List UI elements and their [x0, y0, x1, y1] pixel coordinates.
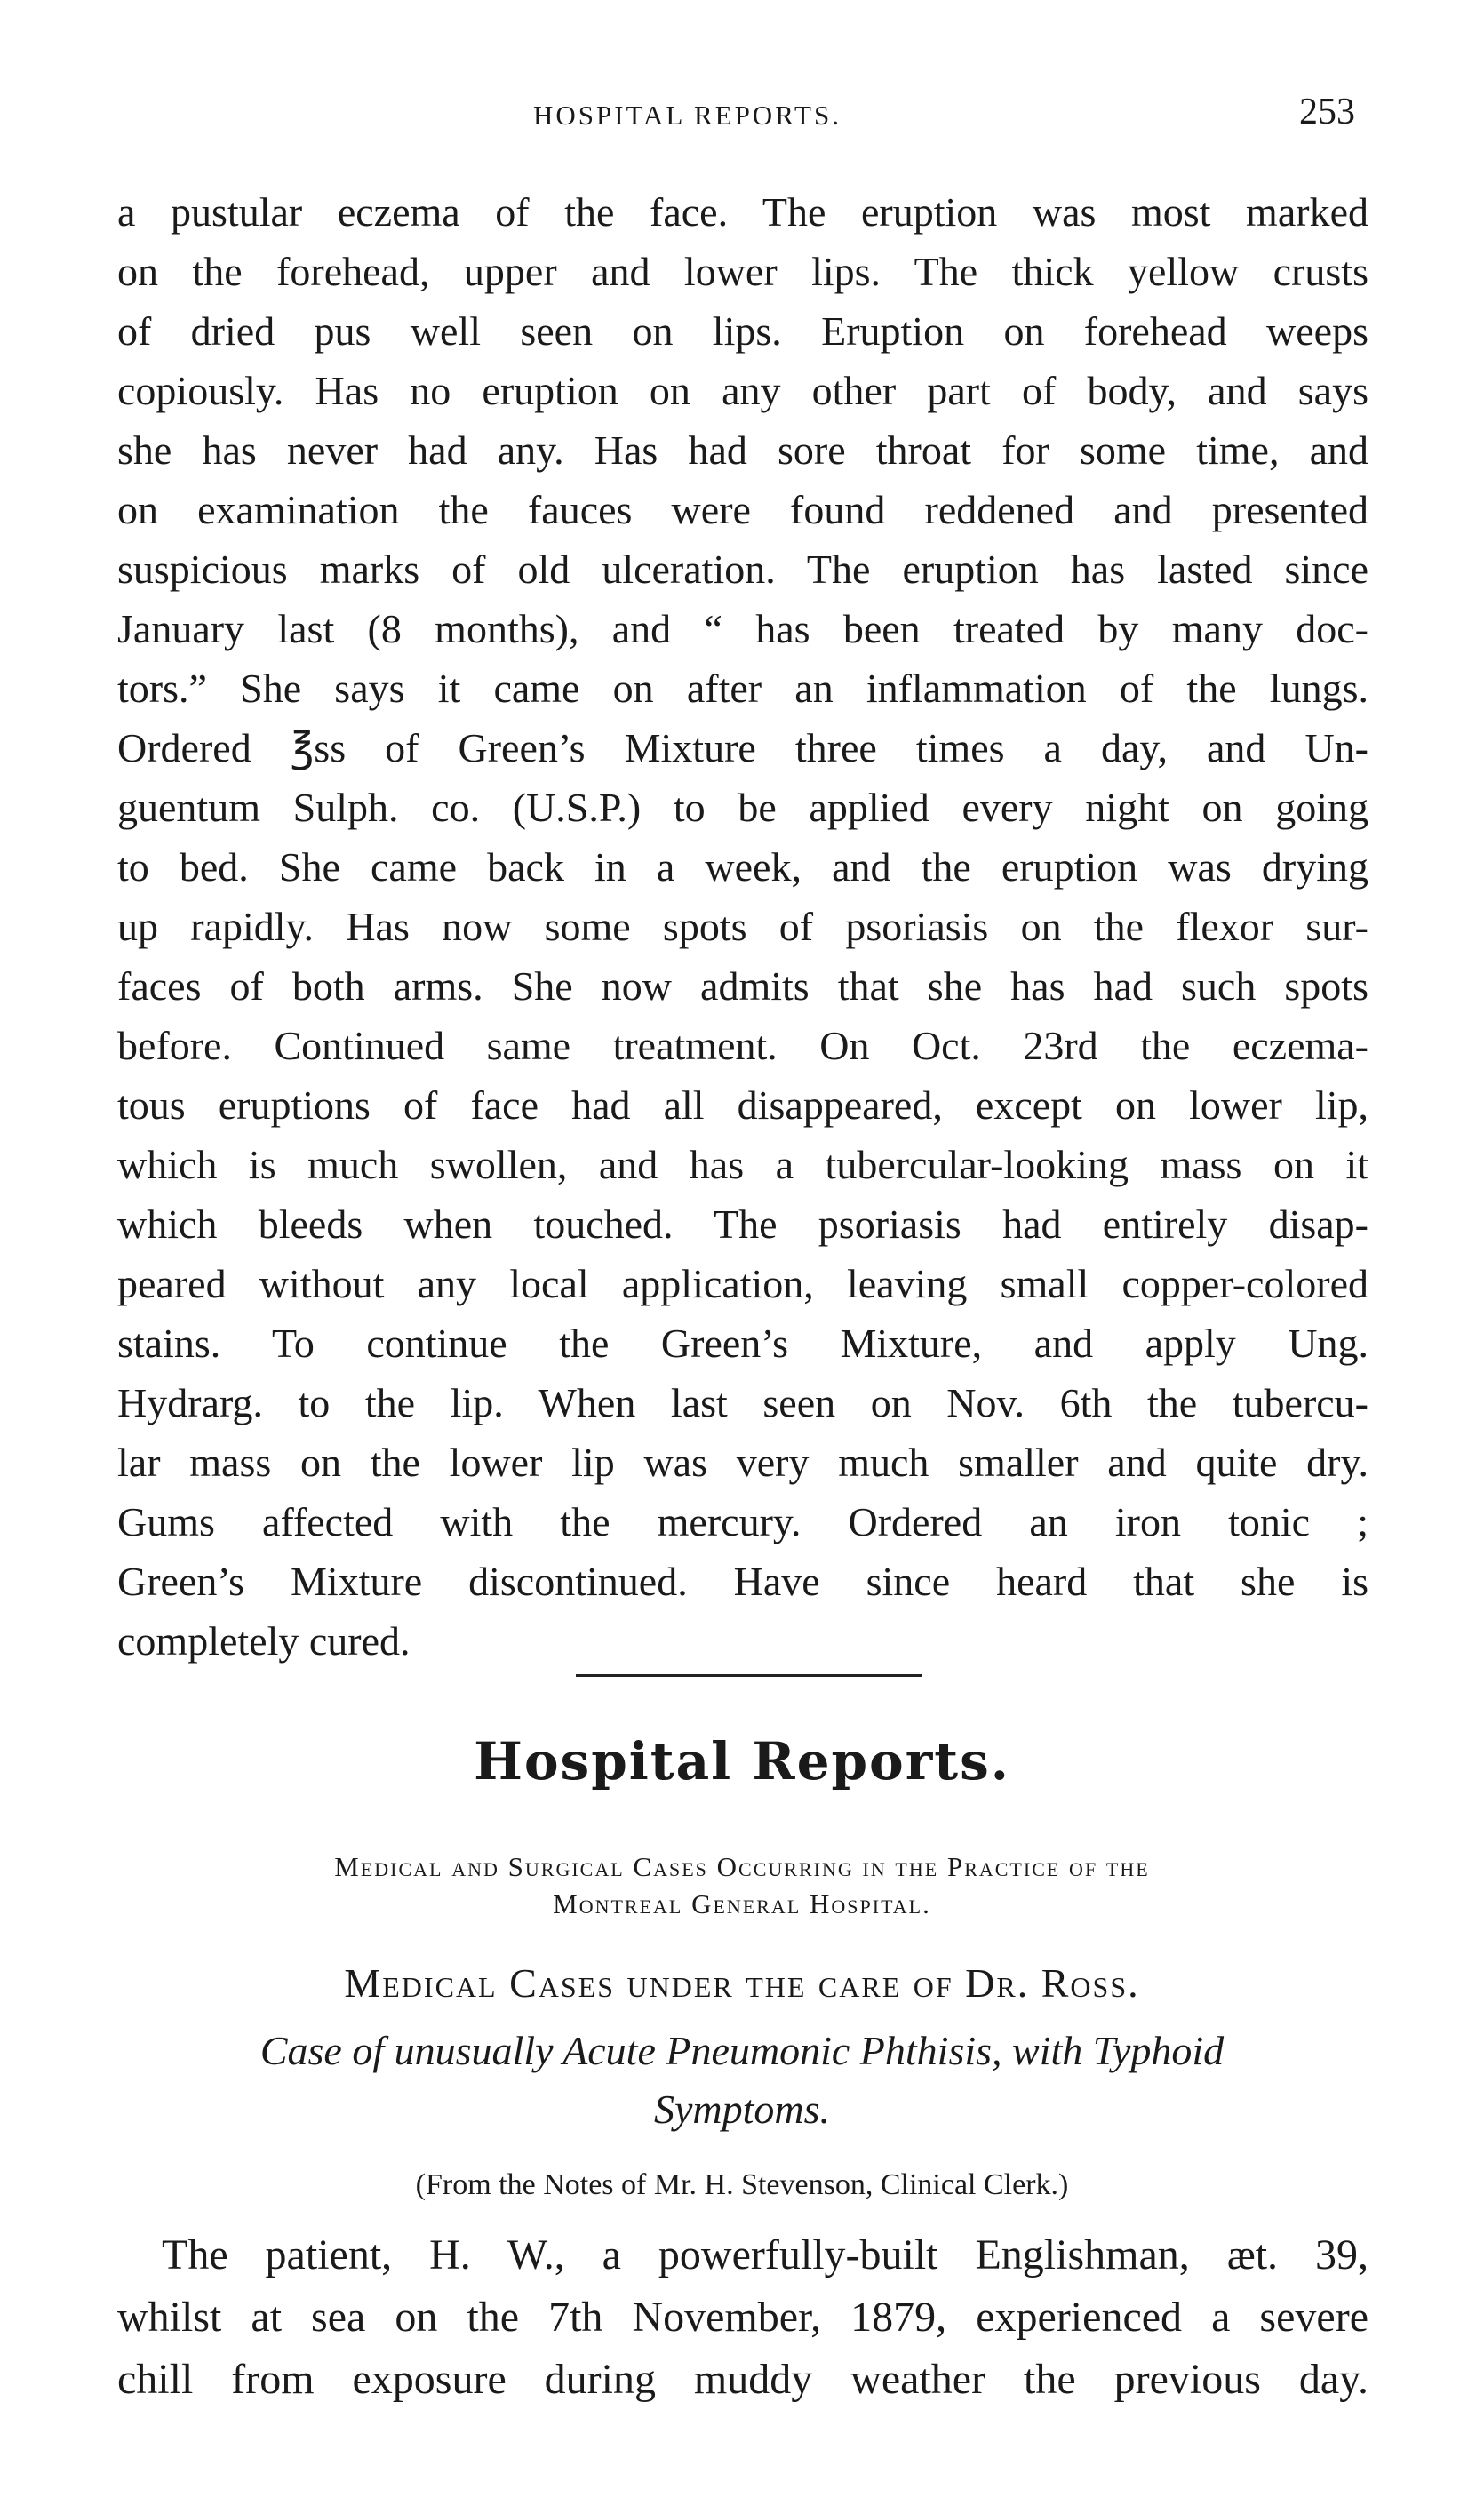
- text-line: on the forehead, upper and lower lips. The thick yellow crusts: [117, 249, 1368, 294]
- section-divider: [576, 1674, 922, 1677]
- notes-attribution: (From the Notes of Mr. H. Stevenson, Clinical Clerk.): [415, 2168, 1069, 2201]
- text-line: of dried pus well seen on lips. Eruption on forehead weeps: [117, 308, 1368, 354]
- text-line: suspicious marks of old ulceration. The eruption has lasted since: [117, 547, 1368, 592]
- text-line: faces of both arms. She now admits that she has had such spots: [117, 963, 1368, 1009]
- section-subheading: [107, 1848, 1377, 1923]
- text-line: guentum Sulph. co. (U.S.P.) to be applied every night on going: [117, 785, 1368, 830]
- running-title: HOSPITAL REPORTS.: [533, 100, 842, 131]
- text-line: Hydrarg. to the lip. When last seen on Nov. 6th the tubercu-: [117, 1380, 1368, 1425]
- text-line: Gums affected with the mercury. Ordered an iron tonic ;: [117, 1499, 1368, 1544]
- text-line: lar mass on the lower lip was very much smaller and quite dry.: [117, 1440, 1368, 1485]
- text-line: to bed. She came back in a week, and the eruption was drying: [117, 844, 1368, 890]
- text-line: peared without any local application, leaving small copper-colored: [117, 1261, 1368, 1306]
- case-title-line: Case of unusually Acute Pneumonic Phthisis, with Typhoid: [259, 2028, 1225, 2073]
- text-line: before. Continued same treatment. On Oct. 23rd the eczema-: [117, 1023, 1368, 1068]
- text-line: on examination the fauces were found reddened and presented: [117, 487, 1368, 532]
- page-number: 253: [1299, 92, 1355, 132]
- text-line: which bleeds when touched. The psoriasis had entirely disap-: [117, 1201, 1368, 1247]
- subheading-line: Medical and Surgical Cases Occurring in the Practice of the: [334, 1851, 1150, 1882]
- closing-paragraph: [117, 2224, 1368, 2411]
- text-line: up rapidly. Has now some spots of psoriasis on the flexor sur-: [117, 904, 1368, 949]
- text-line: which is much swollen, and has a tubercular-looking mass on it: [117, 1142, 1368, 1187]
- running-header: [0, 89, 1484, 142]
- case-title: [116, 2022, 1368, 2139]
- subheading-line: Montreal General Hospital.: [553, 1888, 931, 1919]
- text-line: Ordered ℥ss of Green’s Mixture three times a day, and Un-: [117, 725, 1368, 770]
- text-line: she has never had any. Has had sore throat for some time, and: [117, 427, 1368, 473]
- text-line: completely cured.: [117, 1618, 411, 1664]
- text-line: stains. To continue the Green’s Mixture, and apply Ung.: [117, 1321, 1368, 1366]
- text-line: copiously. Has no eruption on any other part of body, and says: [117, 368, 1368, 413]
- text-line: chill from exposure during muddy weather the previous day.: [117, 2356, 1368, 2403]
- text-line: a pustular eczema of the face. The eruption was most marked: [117, 189, 1368, 235]
- text-line: The patient, H. W., a powerfully-built Englishman, æt. 39,: [162, 2231, 1368, 2279]
- cases-heading: Medical Cases under the care of Dr. Ross.: [344, 1960, 1140, 2006]
- body-paragraph: [117, 182, 1368, 1671]
- text-line: January last (8 months), and “ has been treated by many doc-: [117, 606, 1368, 651]
- case-title-line: Symptoms.: [653, 2087, 831, 2132]
- text-line: Green’s Mixture discontinued. Have since heard that she is: [117, 1559, 1368, 1604]
- text-line: whilst at sea on the 7th November, 1879, experienced a severe: [117, 2294, 1368, 2341]
- section-title: Hospital Reports.: [474, 1731, 1010, 1792]
- text-line: tous eruptions of face had all disappeared, except on lower lip,: [117, 1082, 1368, 1128]
- text-line: tors.” She says it came on after an inflammation of the lungs.: [117, 666, 1368, 711]
